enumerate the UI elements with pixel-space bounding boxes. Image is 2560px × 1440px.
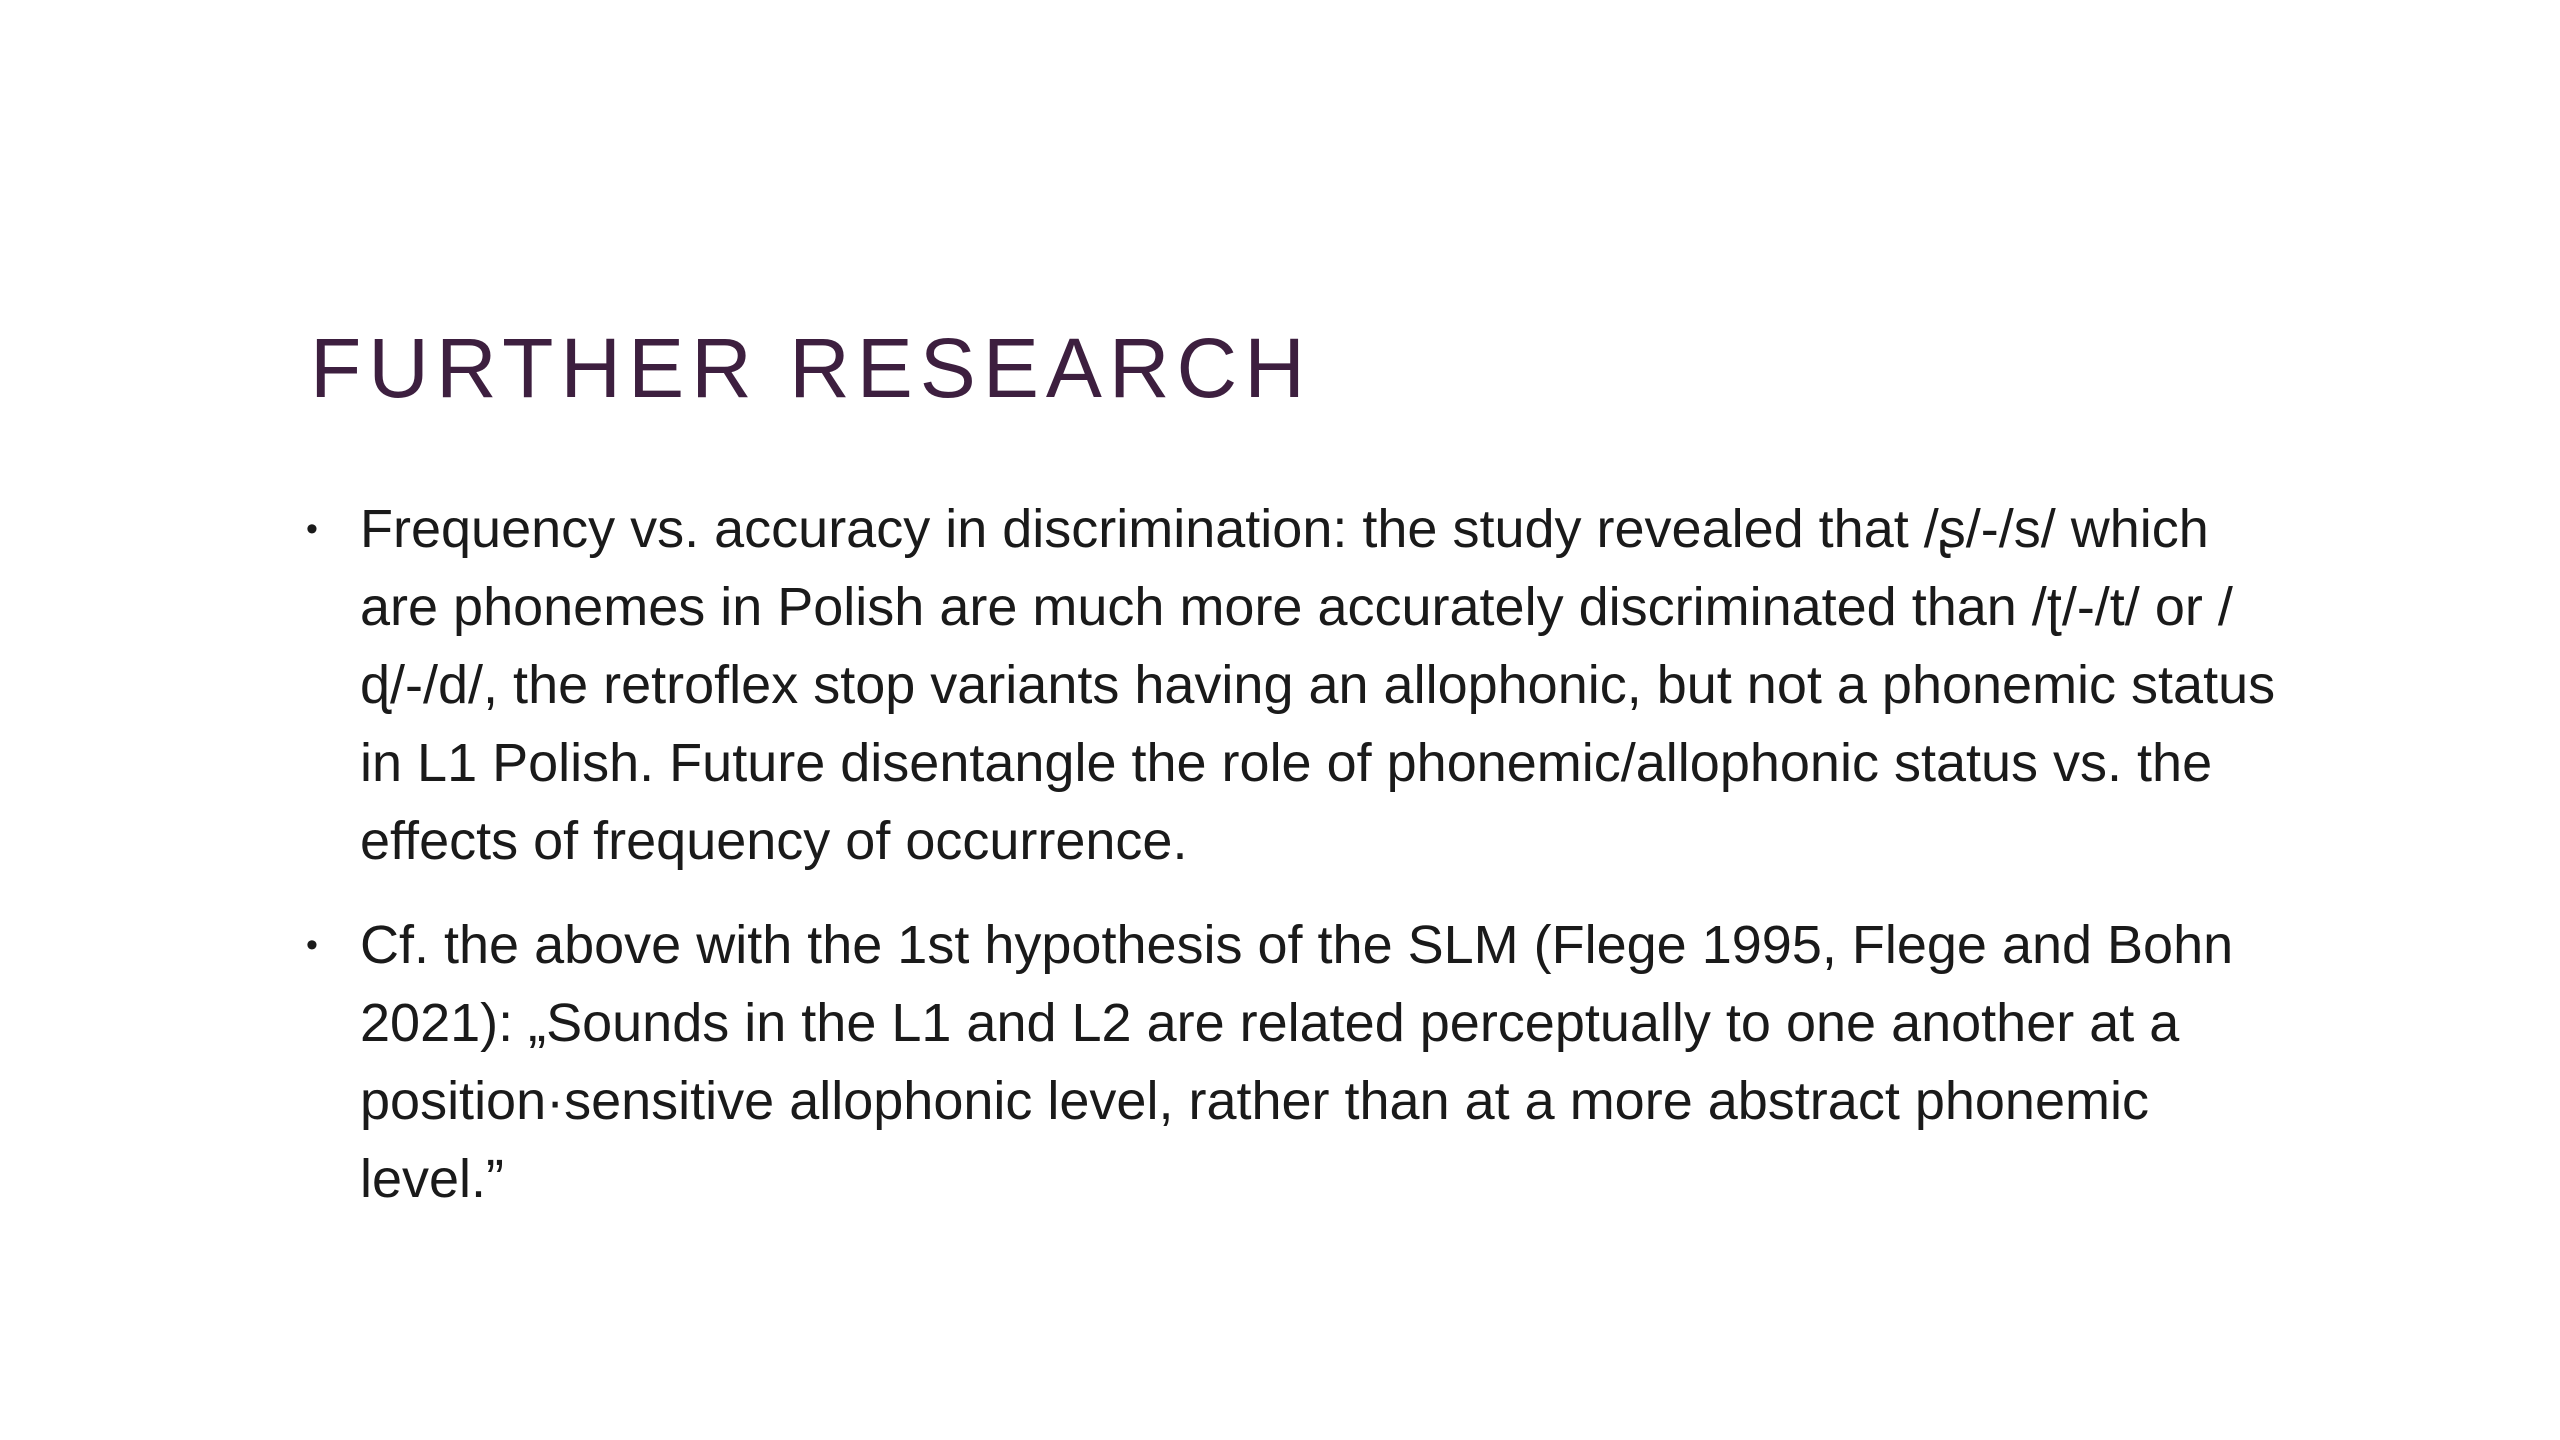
bullet-item-slm-hypothesis xyxy=(306,906,2286,1218)
bullet-marker: • xyxy=(306,926,318,964)
slide-title: FURTHER RESEARCH xyxy=(310,321,1312,415)
bullet-item-frequency-accuracy xyxy=(306,490,2286,880)
bullet-text: Cf. the above with the 1st hypothesis of the SLM (Flege 1995, Flege and Bohn 2021): „Sounds in the L1 and L2 are related perceptually to one another at a position·sensitive allophonic level, rather than at a more abstract phonemic level.” xyxy=(360,915,2234,1209)
bullet-list xyxy=(306,490,2286,1244)
bullet-marker: • xyxy=(306,510,318,548)
bullet-text: Frequency vs. accuracy in discrimination: the study revealed that /ʂ/-/s/ which are phonemes in Polish are much more accurately discriminated than /ʈ/-/t/ or /ɖ/-/d/, the retroflex stop variants having an allophonic, but not a phonemic status in L1 Polish. Future disentangle the role of phonemic/allophonic status vs. the effects of frequency of occurrence. xyxy=(360,499,2276,871)
